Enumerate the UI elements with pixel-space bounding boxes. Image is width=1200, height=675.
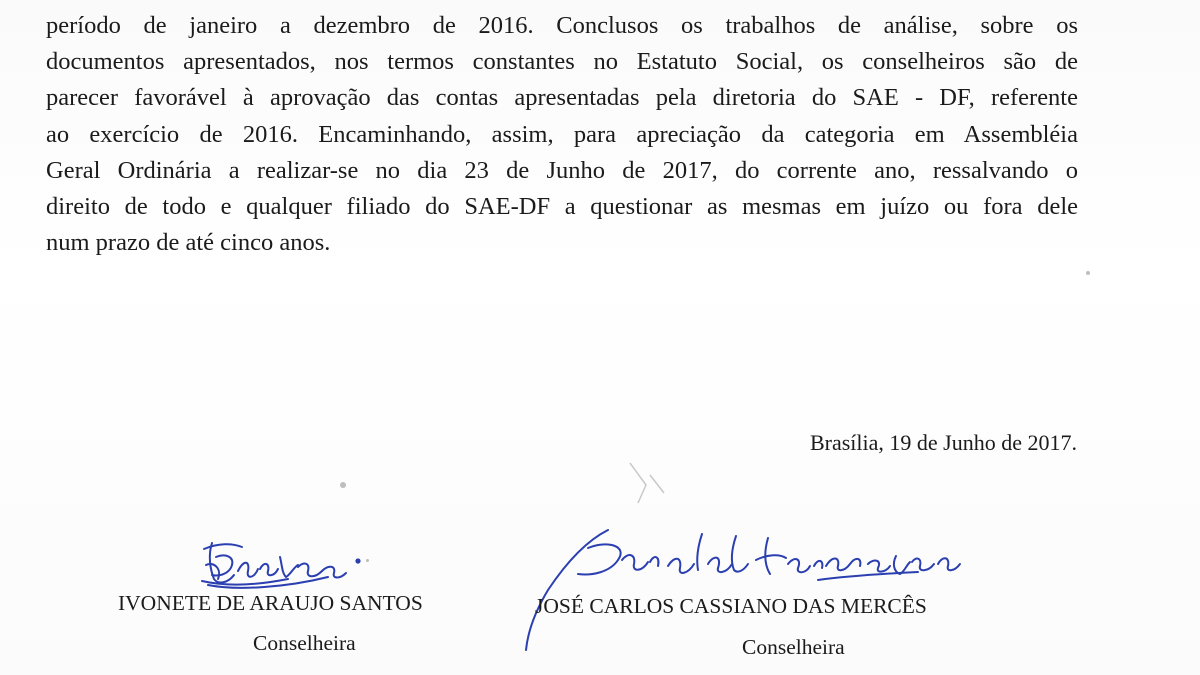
scan-smudge xyxy=(620,455,680,525)
body-line: período de janeiro a dezembro de 2016. Conclusos os trabalhos de análise, sobre os xyxy=(46,12,1078,39)
body-line: documentos apresentados, nos termos constantes no Estatuto Social, os conselheiros são de xyxy=(46,48,1078,76)
signatory-role: Conselheira xyxy=(253,631,356,655)
signatory-name: IVONETE DE ARAUJO SANTOS xyxy=(118,591,423,615)
scan-speck xyxy=(1086,271,1090,275)
handwritten-signature-1 xyxy=(198,535,368,595)
signatory-role: Conselheira xyxy=(742,635,845,659)
body-line: parecer favorável à aprovação das contas apresentadas pela diretoria do SAE - DF, referente xyxy=(46,84,1078,112)
body-line: num prazo de até cinco anos. xyxy=(46,229,331,257)
scan-speck xyxy=(340,482,346,488)
scan-speck xyxy=(366,559,369,562)
body-line: direito de todo e qualquer filiado do SAE-DF a questionar as mesmas em juízo ou fora dele xyxy=(46,193,1078,221)
place-date: Brasília, 19 de Junho de 2017. xyxy=(809,430,1077,455)
body-line: Geral Ordinária a realizar-se no dia 23 de Junho de 2017, do corrente ano, ressalvando o xyxy=(46,156,1078,184)
document-body xyxy=(46,8,1078,261)
signatory-name: JOSÉ CARLOS CASSIANO DAS MERCÊS xyxy=(535,594,927,618)
body-line: ao exercício de 2016. Encaminhando, assim, para apreciação da categoria em Assembléia xyxy=(46,120,1078,148)
